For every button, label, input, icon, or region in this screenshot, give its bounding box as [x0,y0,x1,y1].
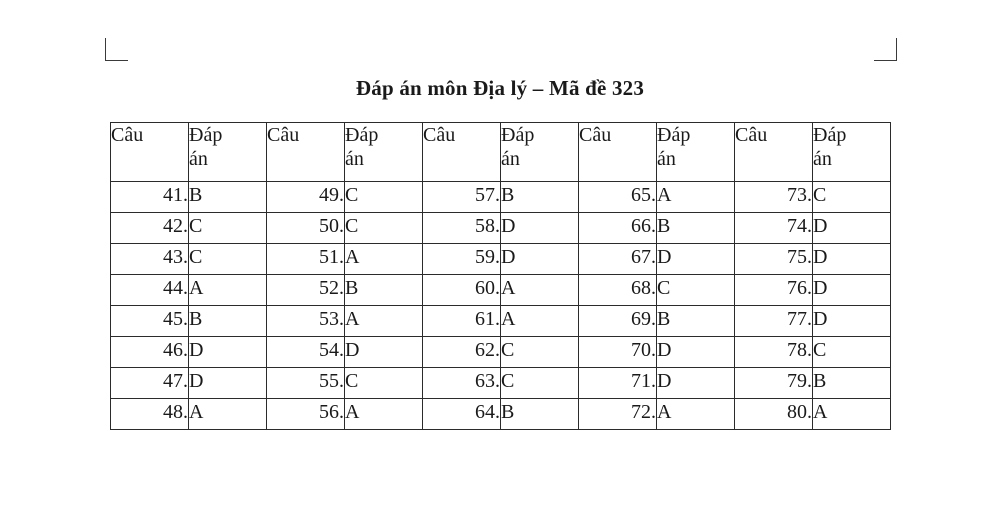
question-number: 74. [735,213,813,244]
question-number: 67. [579,244,657,275]
table-row [111,337,891,368]
question-number: 59. [423,244,501,275]
column-header [345,123,423,182]
column-header-line1: Câu [423,124,456,146]
column-header-line1: Đáp [501,124,535,146]
question-number: 69. [579,306,657,337]
column-header-line1: Đáp [813,124,847,146]
column-header [267,123,345,182]
question-number: 60. [423,275,501,306]
answer-value: B [345,275,423,306]
question-number: 80. [735,399,813,430]
crop-mark-top-left [105,38,128,61]
question-number: 68. [579,275,657,306]
question-number: 77. [735,306,813,337]
question-number: 63. [423,368,501,399]
answer-value: C [501,368,579,399]
question-number: 51. [267,244,345,275]
answer-value: D [657,337,735,368]
question-number: 57. [423,182,501,213]
column-header-line2: án [345,148,364,171]
answer-key-table [110,122,891,430]
question-number: 47. [111,368,189,399]
table-body [111,182,891,430]
question-number: 70. [579,337,657,368]
answer-value: D [813,244,891,275]
table-row [111,275,891,306]
question-number: 56. [267,399,345,430]
answer-value: C [189,244,267,275]
answer-value: D [813,306,891,337]
column-header-line2: án [189,148,208,171]
column-header [813,123,891,182]
answer-value: A [657,182,735,213]
answer-value: A [189,275,267,306]
table-header-row [111,123,891,182]
answer-key-table-container [110,122,890,430]
answer-value: D [501,213,579,244]
question-number: 64. [423,399,501,430]
question-number: 78. [735,337,813,368]
column-header [111,123,189,182]
answer-value: D [345,337,423,368]
question-number: 62. [423,337,501,368]
column-header-line1: Câu [267,124,300,146]
answer-value: D [501,244,579,275]
answer-value: D [813,275,891,306]
answer-value: C [657,275,735,306]
column-header-line2: án [501,148,520,171]
answer-value: D [657,244,735,275]
answer-value: C [345,213,423,244]
answer-value: A [189,399,267,430]
table-row [111,182,891,213]
answer-value: C [345,182,423,213]
column-header-line1: Câu [111,124,144,146]
column-header-line1: Câu [735,124,768,146]
table-row [111,399,891,430]
question-number: 53. [267,306,345,337]
question-number: 71. [579,368,657,399]
question-number: 58. [423,213,501,244]
answer-value: B [189,306,267,337]
column-header [735,123,813,182]
answer-value: A [345,306,423,337]
answer-value: D [189,337,267,368]
answer-value: B [813,368,891,399]
column-header [423,123,501,182]
question-number: 76. [735,275,813,306]
question-number: 61. [423,306,501,337]
answer-value: A [345,244,423,275]
column-header-line1: Câu [579,124,612,146]
question-number: 52. [267,275,345,306]
question-number: 72. [579,399,657,430]
crop-mark-top-right [874,38,897,61]
page-title: Đáp án môn Địa lý – Mã đề 323 [355,76,645,100]
question-number: 54. [267,337,345,368]
answer-value: A [813,399,891,430]
answer-value: A [501,306,579,337]
column-header-line2: án [657,148,676,171]
answer-value: B [657,213,735,244]
answer-value: D [657,368,735,399]
column-header-line1: Đáp [189,124,223,146]
column-header-line1: Đáp [657,124,691,146]
column-header [501,123,579,182]
answer-value: B [501,182,579,213]
answer-value: C [345,368,423,399]
answer-value: C [813,337,891,368]
question-number: 65. [579,182,657,213]
answer-value: C [813,182,891,213]
answer-value: B [501,399,579,430]
question-number: 43. [111,244,189,275]
answer-value: A [657,399,735,430]
table-row [111,244,891,275]
column-header [579,123,657,182]
question-number: 42. [111,213,189,244]
table-row [111,306,891,337]
question-number: 73. [735,182,813,213]
question-number: 44. [111,275,189,306]
question-number: 46. [111,337,189,368]
question-number: 49. [267,182,345,213]
question-number: 45. [111,306,189,337]
answer-value: D [189,368,267,399]
question-number: 55. [267,368,345,399]
answer-value: A [345,399,423,430]
column-header [189,123,267,182]
question-number: 50. [267,213,345,244]
question-number: 41. [111,182,189,213]
question-number: 66. [579,213,657,244]
column-header-line2: án [813,148,832,171]
answer-value: C [501,337,579,368]
question-number: 48. [111,399,189,430]
answer-value: B [189,182,267,213]
answer-value: D [813,213,891,244]
answer-value: C [189,213,267,244]
column-header-line1: Đáp [345,124,379,146]
table-row [111,368,891,399]
answer-value: A [501,275,579,306]
question-number: 79. [735,368,813,399]
table-row [111,213,891,244]
column-header [657,123,735,182]
question-number: 75. [735,244,813,275]
answer-value: B [657,306,735,337]
